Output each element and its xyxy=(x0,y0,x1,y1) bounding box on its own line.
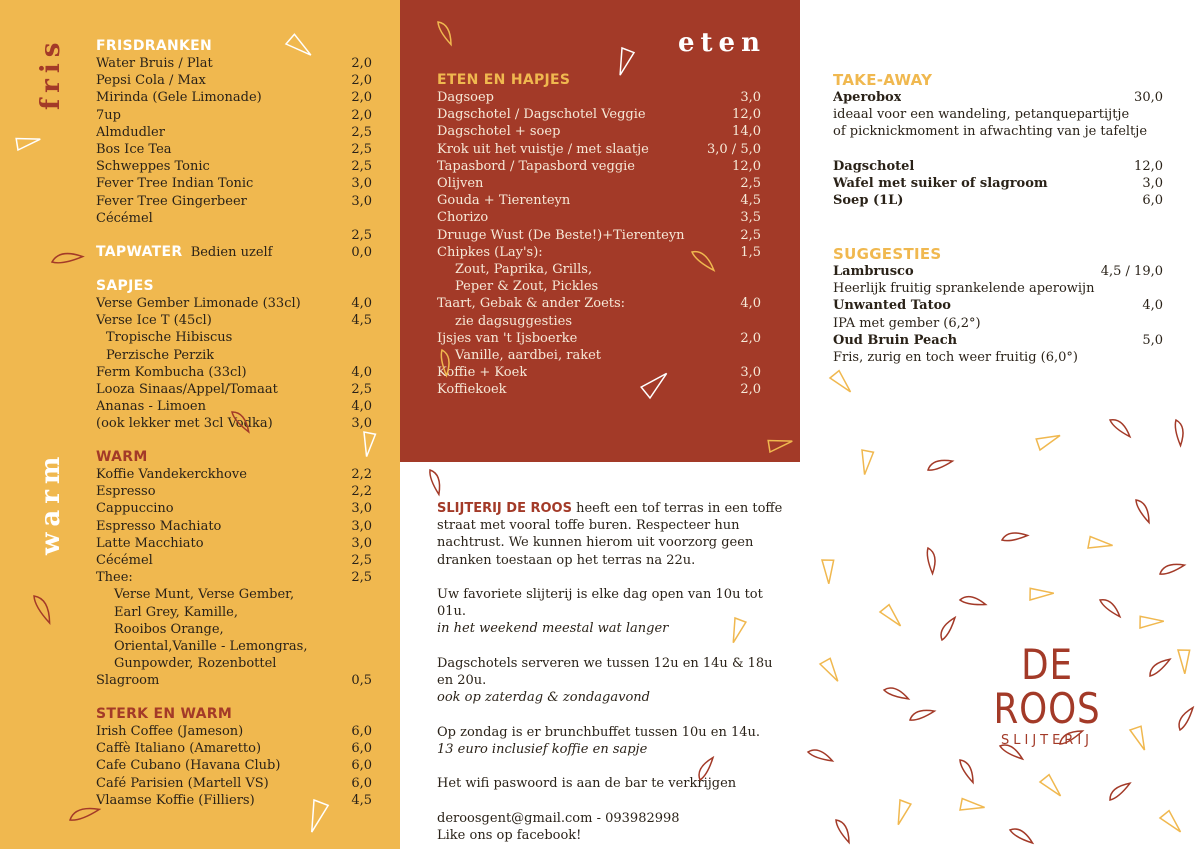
item-name: Caffè Italiano (Amaretto) xyxy=(96,741,262,757)
item-name: Peper & Zout, Pickles xyxy=(455,279,599,295)
menu-item xyxy=(96,210,372,227)
item-name: Ferm Kombucha (33cl) xyxy=(96,364,247,380)
item-name: Oriental,Vanille - Lemongras, xyxy=(114,639,308,655)
menu-item xyxy=(96,518,372,535)
menu-item xyxy=(96,55,372,72)
section-eten-en-hapjes xyxy=(437,72,761,399)
triangle-shape xyxy=(1158,809,1186,832)
item-name: Water Bruis / Plat xyxy=(96,56,213,71)
info-wifi: Het wifi paswoord is aan de bar te verkrijgen xyxy=(437,776,737,792)
menu-item xyxy=(437,227,761,244)
menu-item xyxy=(96,500,372,517)
menu-item xyxy=(833,192,1163,209)
item-price: 3,0 xyxy=(740,365,761,381)
menu-item xyxy=(96,72,372,89)
menu-item xyxy=(96,295,372,312)
item-price: 3,0 / 5,0 xyxy=(707,141,761,157)
item-name: Zout, Paprika, Grills, xyxy=(455,262,593,278)
info-hours: Uw favoriete slijterij is elke dag open van 10u tot 01u. xyxy=(437,587,763,620)
triangle-shape xyxy=(1135,607,1164,633)
item-name: Pepsi Cola / Max xyxy=(96,73,206,89)
section-heading: TAKE-AWAY xyxy=(833,71,933,89)
item-name: Vlaamse Koffie (Filliers) xyxy=(96,792,255,808)
item-name: Rooibos Orange, xyxy=(114,621,224,637)
item-price: 6,0 xyxy=(1142,193,1163,209)
item-name: Tapasbord / Tapasbord veggie xyxy=(437,158,635,174)
menu-item xyxy=(96,535,372,552)
triangle-shape xyxy=(878,603,906,626)
item-price: 12,0 xyxy=(732,107,761,123)
item-price: 4,0 xyxy=(351,364,372,380)
item-price: 2,5 xyxy=(351,228,372,244)
item-name: Chorizo xyxy=(437,210,489,226)
petal-shape xyxy=(958,758,977,784)
triangle-shape xyxy=(856,447,879,475)
item-name: Cafe Cubano (Havana Club) xyxy=(96,758,281,774)
item-name: 7up xyxy=(96,107,121,123)
item-name: Tropische Hibiscus xyxy=(106,330,233,346)
menu-item xyxy=(833,175,1163,192)
section-heading: FRISDRANKEN xyxy=(96,38,213,54)
menu-item xyxy=(437,381,761,398)
item-price: 12,0 xyxy=(1134,158,1163,174)
info-dagschotels: Dagschotels serveren we tussen 12u en 14u & 18u en 20u. xyxy=(437,655,773,688)
item-name: Fever Tree Indian Tonic xyxy=(96,176,254,192)
menu-item xyxy=(96,398,372,415)
triangle-shape xyxy=(1025,579,1054,605)
petal-shape xyxy=(883,685,910,700)
triangle-shape xyxy=(817,655,846,681)
contact-line[interactable]: deroosgent@gmail.com - 093982998 xyxy=(437,810,680,826)
item-name: Lambrusco xyxy=(833,264,914,279)
menu-item xyxy=(96,89,372,106)
menu-item xyxy=(437,158,761,175)
item-price: 3,0 xyxy=(740,90,761,105)
item-description: IPA met gember (6,2°) xyxy=(833,315,981,331)
menu-item xyxy=(96,193,372,210)
item-price: 0,5 xyxy=(351,673,372,689)
item-name: Irish Coffee (Jameson) xyxy=(96,724,244,739)
item-name: Verse Ice T (45cl) xyxy=(96,313,212,329)
logo-title: DE ROOS xyxy=(993,640,1101,733)
item-price: 3,0 xyxy=(351,193,372,209)
item-price: 4,5 / 19,0 xyxy=(1100,264,1163,279)
item-price: 2,0 xyxy=(351,56,372,71)
item-price: 3,0 xyxy=(351,518,372,534)
item-description: Heerlijk fruitig sprankelende aperowijn xyxy=(833,281,1095,297)
item-price: 4,0 xyxy=(351,399,372,415)
section-heading: TAPWATER xyxy=(96,244,183,260)
item-price: 2,0 xyxy=(351,107,372,123)
menu-item xyxy=(437,209,761,226)
item-price: 2,0 xyxy=(740,382,761,398)
item-price: 2,2 xyxy=(351,484,372,500)
item-price: 6,0 xyxy=(351,741,372,757)
info-brunch-note: 13 euro inclusief koffie en sapje xyxy=(437,741,648,757)
info-hours-note: in het weekend meestal wat langer xyxy=(437,621,669,637)
triangle-shape xyxy=(1038,773,1066,796)
item-description: ideaal voor een wandeling, petanquepartijtje xyxy=(833,107,1130,123)
menu-item xyxy=(96,329,372,346)
triangle-shape xyxy=(957,792,985,815)
item-name: Slagroom xyxy=(96,673,160,689)
side-label-warm: warm xyxy=(36,450,66,555)
item-name: Looza Sinaas/Appel/Tomaat xyxy=(96,382,278,398)
item-price: 4,5 xyxy=(740,193,761,209)
menu-item xyxy=(96,227,372,244)
item-name: Dagschotel / Dagschotel Veggie xyxy=(437,107,646,123)
tapwater-price: 0,0 xyxy=(351,245,372,260)
item-price: 3,0 xyxy=(351,501,372,517)
petal-shape xyxy=(428,468,443,495)
info-brunch: Op zondag is er brunchbuffet tussen 10u en 14u. xyxy=(437,724,761,740)
menu-item xyxy=(96,466,372,483)
side-label-eten: eten xyxy=(678,28,766,58)
item-price: 2,0 xyxy=(740,330,761,346)
petal-shape xyxy=(960,595,987,606)
petal-shape xyxy=(926,456,953,471)
petal-shape xyxy=(1001,531,1028,542)
item-price: 4,0 xyxy=(351,296,372,311)
item-name: Soep (1L) xyxy=(833,193,904,209)
menu-item xyxy=(96,347,372,364)
item-price: 6,0 xyxy=(351,724,372,739)
item-price: 2,0 xyxy=(351,90,372,106)
tapwater-note: Bedien uzelf xyxy=(190,245,273,260)
item-name: Ananas - Limoen xyxy=(96,399,206,415)
menu-item xyxy=(437,141,761,158)
section-heading: ETEN EN HAPJES xyxy=(437,72,571,88)
menu-item xyxy=(833,89,1163,106)
menu-item xyxy=(96,604,372,621)
item-name: Thee: xyxy=(96,570,133,586)
item-price: 2,5 xyxy=(740,227,761,243)
item-price: 1,5 xyxy=(740,244,761,260)
menu-item xyxy=(96,364,372,381)
menu-item xyxy=(437,192,761,209)
menu-item xyxy=(96,381,372,398)
item-price: 6,0 xyxy=(351,758,372,774)
menu-item xyxy=(96,740,372,757)
menu-item xyxy=(833,297,1163,314)
menu-item xyxy=(96,621,372,638)
menu-item xyxy=(96,141,372,158)
section-frisdranken xyxy=(96,38,372,244)
item-price: 2,5 xyxy=(351,159,372,175)
item-name: Café Parisien (Martell VS) xyxy=(96,775,269,791)
item-price: 6,0 xyxy=(351,775,372,791)
item-name: Perzische Perzik xyxy=(106,347,215,363)
petal-shape xyxy=(1099,596,1123,618)
menu-item xyxy=(437,313,761,330)
item-price: 2,5 xyxy=(351,124,372,140)
item-price: 12,0 xyxy=(732,158,761,174)
menu-item xyxy=(833,158,1163,175)
section-suggesties xyxy=(833,246,1163,366)
item-name: Cappuccino xyxy=(96,501,174,517)
petal-shape xyxy=(1147,655,1171,677)
menu-item xyxy=(437,347,761,364)
menu-item xyxy=(96,655,372,672)
facebook-line[interactable]: Like ons op facebook! xyxy=(437,827,582,843)
item-price: 2,2 xyxy=(351,467,372,482)
item-name: Wafel met suiker of slagroom xyxy=(833,175,1048,191)
logo-subtitle: SLIJTERIJ xyxy=(1000,733,1094,748)
petal-shape xyxy=(1009,826,1035,845)
item-price: 5,0 xyxy=(1142,332,1163,348)
menu-item xyxy=(96,723,372,740)
triangle-shape xyxy=(828,369,856,392)
item-name: Latte Macchiato xyxy=(96,535,204,551)
item-name: Koffiekoek xyxy=(437,382,507,398)
triangle-shape xyxy=(817,555,843,584)
menu-item xyxy=(96,158,372,175)
item-name: Taart, Gebak & ander Zoets: xyxy=(437,296,626,312)
triangle-shape xyxy=(1085,530,1113,553)
item-price: 3,5 xyxy=(740,210,761,226)
petal-shape xyxy=(834,818,853,844)
item-price: 2,5 xyxy=(740,176,761,192)
petal-shape xyxy=(1158,560,1185,575)
item-name: zie dagsuggesties xyxy=(455,313,573,329)
item-name: Verse Munt, Verse Gember, xyxy=(114,587,295,603)
item-price: 14,0 xyxy=(732,124,761,140)
side-label-fris: fris xyxy=(36,36,66,110)
menu-item xyxy=(96,107,372,124)
menu-item xyxy=(437,175,761,192)
item-name: Druuge Wust (De Beste!)+Tierenteyn xyxy=(437,227,685,243)
item-name: Verse Gember Limonade (33cl) xyxy=(96,296,301,311)
item-price: 4,0 xyxy=(740,296,761,312)
menu-item xyxy=(437,244,761,261)
menu-item xyxy=(96,312,372,329)
item-price: 2,5 xyxy=(351,142,372,158)
petal-shape xyxy=(926,547,937,574)
item-price: 2,0 xyxy=(351,73,372,89)
section-sapjes xyxy=(96,278,372,433)
item-name: Chipkes (Lay's): xyxy=(437,244,543,260)
info-lead: SLIJTERIJ DE ROOS xyxy=(437,501,572,516)
item-price: 3,0 xyxy=(351,416,372,432)
item-name: Unwanted Tatoo xyxy=(833,298,951,314)
item-name: Espresso xyxy=(96,484,156,500)
section-tapwater xyxy=(96,244,372,261)
menu-item xyxy=(437,295,761,312)
petal-shape xyxy=(1174,419,1185,446)
menu-item xyxy=(437,89,761,106)
menu-item xyxy=(437,278,761,295)
section-warm xyxy=(96,449,372,690)
menu-item xyxy=(437,364,761,381)
info-dagschotels-note: ook op zaterdag & zondagavond xyxy=(437,690,650,706)
menu-item xyxy=(96,175,372,192)
petal-shape xyxy=(908,706,935,721)
tapwater-row xyxy=(96,244,372,261)
section-heading: WARM xyxy=(96,449,148,465)
menu-item xyxy=(96,792,372,809)
item-name: Earl Grey, Kamille, xyxy=(114,604,239,620)
item-description: of picknickmoment in afwachting van je tafeltje xyxy=(833,124,1148,140)
item-price: 2,5 xyxy=(351,553,372,569)
menu-item xyxy=(96,638,372,655)
item-name: Gunpowder, Rozenbottel xyxy=(114,656,277,672)
item-name: Koffie Vandekerckhove xyxy=(96,467,247,482)
section-take-away xyxy=(833,72,1163,209)
menu-item xyxy=(96,586,372,603)
item-name: Aperobox xyxy=(833,90,902,105)
menu-item xyxy=(96,757,372,774)
item-name: Schweppes Tonic xyxy=(96,159,210,175)
item-name: Cécémel xyxy=(96,553,153,569)
section-heading: SUGGESTIES xyxy=(833,245,942,263)
logo xyxy=(982,640,1112,748)
menu-item xyxy=(96,569,372,586)
item-price: 4,5 xyxy=(351,313,372,329)
triangle-shape xyxy=(1032,425,1060,454)
item-name: Mirinda (Gele Limonade) xyxy=(96,90,262,106)
item-description: Fris, zurig en toch weer fruitig (6,0°) xyxy=(833,350,1078,366)
menu-item xyxy=(833,263,1163,280)
petal-shape xyxy=(1134,498,1153,524)
menu-item xyxy=(833,332,1163,349)
petal-shape xyxy=(1107,779,1131,801)
section-heading: SAPJES xyxy=(96,278,154,294)
item-name: Ijsjes van 't Ijsboerke xyxy=(437,330,578,346)
item-name: Dagschotel + soep xyxy=(437,124,561,140)
item-price: 3,0 xyxy=(351,176,372,192)
menu-item xyxy=(437,123,761,140)
triangle-shape xyxy=(894,798,914,824)
item-name: Fever Tree Gingerbeer xyxy=(96,193,247,209)
menu-item xyxy=(96,552,372,569)
menu-item xyxy=(96,415,372,432)
item-name: Oud Bruin Peach xyxy=(833,332,958,348)
triangle-shape xyxy=(1126,722,1155,750)
item-name: Cécémel xyxy=(96,210,153,226)
menu-item xyxy=(437,106,761,123)
item-name: Dagsoep xyxy=(437,90,495,105)
item-name: Almdudler xyxy=(96,124,165,140)
drinks-panel xyxy=(0,0,400,849)
section-heading: STERK EN WARM xyxy=(96,706,233,722)
menu-item xyxy=(96,124,372,141)
petal-shape xyxy=(807,747,834,762)
menu-item xyxy=(437,261,761,278)
menu-item xyxy=(96,483,372,500)
petal-shape xyxy=(938,615,957,641)
item-name: Gouda + Tierenteyn xyxy=(437,193,571,209)
item-price: 2,5 xyxy=(351,382,372,398)
item-name: Olijven xyxy=(437,176,484,192)
info-block xyxy=(437,500,787,844)
petal-shape xyxy=(1176,705,1195,731)
item-price: 4,0 xyxy=(1142,298,1163,314)
item-name: Dagschotel xyxy=(833,158,915,174)
petal-shape xyxy=(1109,416,1133,438)
item-name: (ook lekker met 3cl Vodka) xyxy=(96,416,273,432)
item-price: 3,0 xyxy=(351,535,372,551)
item-name: Krok uit het vuistje / met slaatje xyxy=(437,141,649,157)
item-price: 4,5 xyxy=(351,792,372,808)
item-price: 2,5 xyxy=(351,570,372,586)
item-price: 30,0 xyxy=(1134,90,1163,105)
item-price: 3,0 xyxy=(1142,175,1163,191)
item-name: Koffie + Koek xyxy=(437,365,528,381)
info-text: heeft een tof terras in een toffe straat met vooral toffe buren. Respecteer hun nachtrust. We kunnen hierom uit voorzorg geen dranken toestaan op het terras na 22u. xyxy=(437,501,783,568)
triangle-shape xyxy=(1173,645,1199,674)
item-name: Vanille, aardbei, raket xyxy=(455,348,601,364)
menu-item xyxy=(96,672,372,689)
item-name: Espresso Machiato xyxy=(96,518,222,534)
menu-item xyxy=(96,775,372,792)
menu-item xyxy=(437,330,761,347)
item-name: Bos Ice Tea xyxy=(96,142,172,158)
section-sterk-en-warm xyxy=(96,706,372,809)
